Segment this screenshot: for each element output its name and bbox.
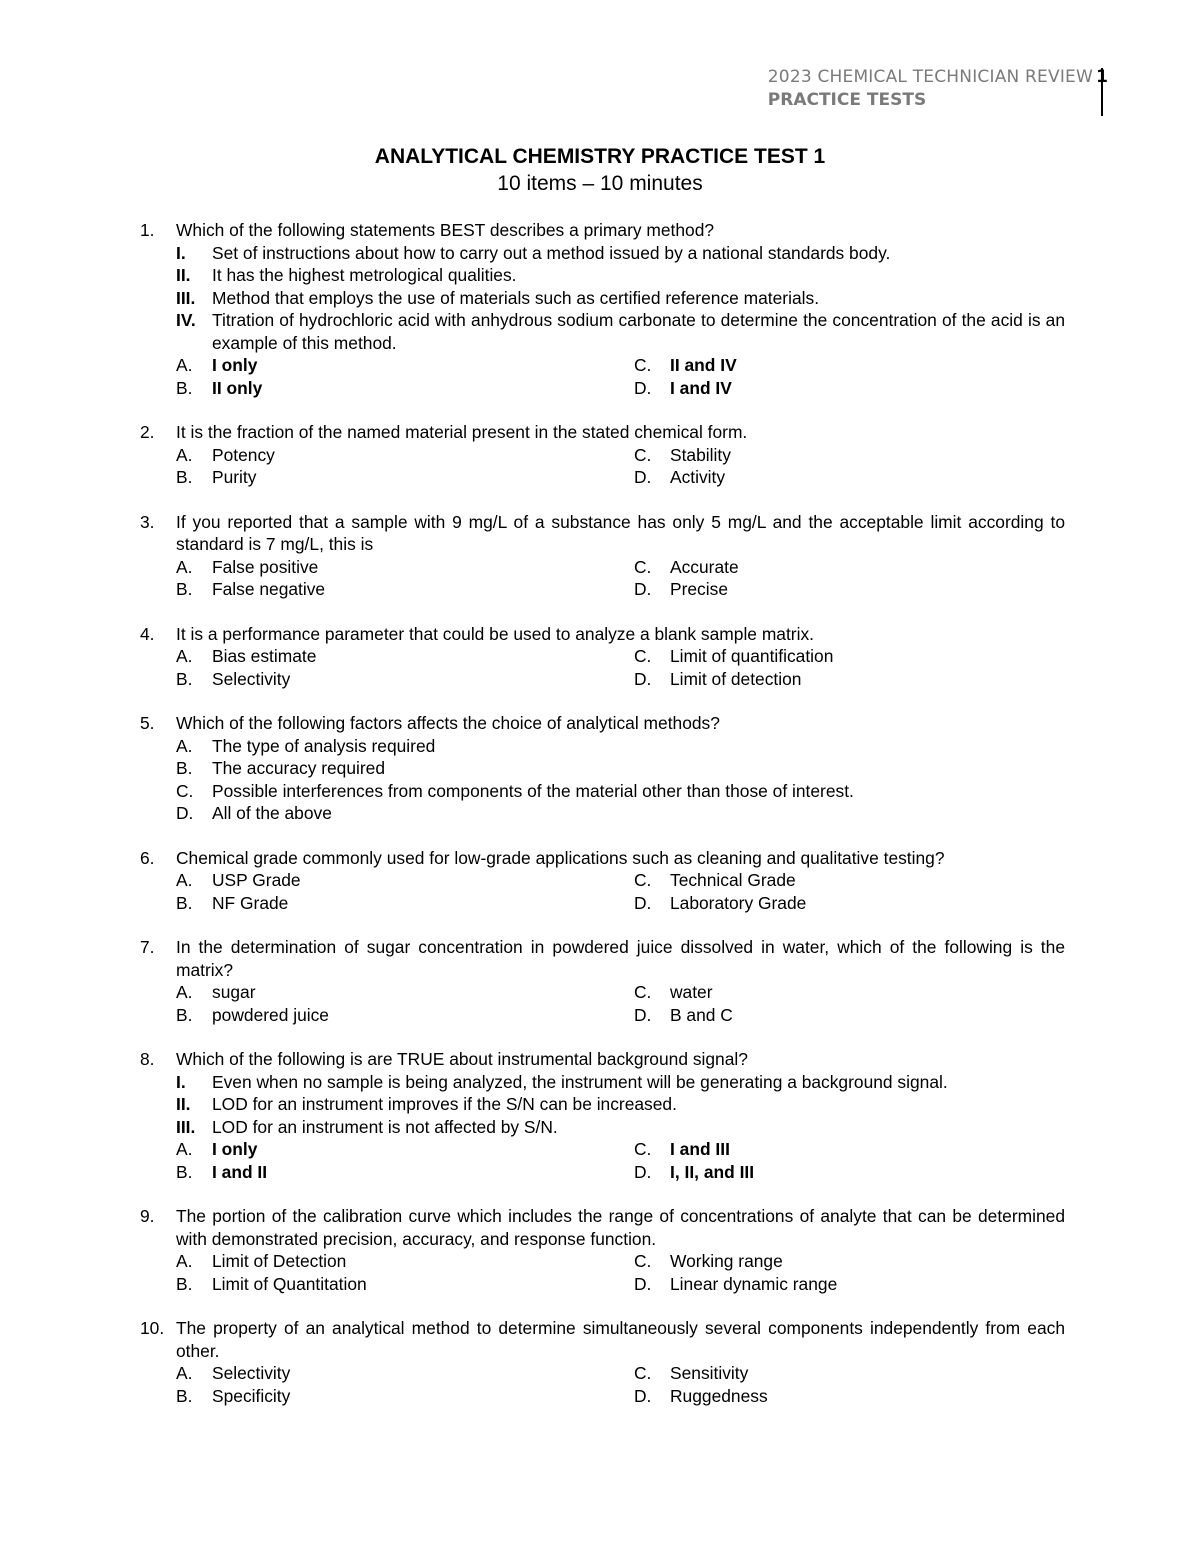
option-text: Selectivity [212,668,291,689]
question-stem: Chemical grade commonly used for low-grade applications such as cleaning and qualitative testing? [176,847,945,868]
option-d [634,892,1065,915]
option-letter: A. [176,982,193,1002]
option-list [176,735,1065,825]
option-a [176,869,634,892]
indent-spacer [140,264,176,287]
question-stem: Which of the following factors affects the choice of analytical methods? [176,713,720,733]
option-a [176,354,634,377]
option-grid [176,1362,1065,1407]
option-letter: A. [176,355,193,375]
option-text: water [670,982,713,1002]
option-letter: C. [634,646,652,666]
option-c [634,1250,1065,1273]
statement-text: LOD for an instrument improves if the S/N can be increased. [212,1094,677,1114]
option-letter: A. [176,1251,193,1271]
question-item [140,511,1065,601]
question-list [140,219,1065,1429]
option-grid [176,869,1065,914]
indent-spacer [140,287,176,310]
option-text: Limit of detection [670,668,802,689]
option-text: All of the above [212,803,332,823]
header-subtitle: PRACTICE TESTS [767,90,927,110]
option-letter: C. [634,1139,652,1159]
indent-spacer [140,242,176,265]
option-text: I only [212,355,258,375]
option-a [176,444,634,467]
option-grid [176,444,1065,489]
option-text: Stability [670,444,731,465]
option-text: powdered juice [212,1004,329,1025]
option-letter: A. [176,646,193,666]
option-text: Limit of Detection [212,1251,347,1271]
option-letter: C. [634,982,652,1002]
option-text: False negative [212,579,326,599]
option-letter: A. [176,556,193,577]
option-letter: B. [176,758,193,778]
option-letter: A. [176,870,193,890]
question-item [140,623,1065,691]
statement-numeral: II. [176,1094,191,1114]
option-grid [176,1250,1065,1295]
option-text: USP Grade [212,870,301,890]
statement-item [140,1071,1065,1094]
question-stem: Which of the following statements BEST describes a primary method? [176,220,715,240]
option-letter: A. [176,444,193,465]
question-line [140,936,1065,981]
option-text: Activity [670,467,726,487]
question-item [140,421,1065,489]
option-c [634,1138,1065,1161]
option-text: Limit of quantification [670,646,834,666]
option-b [176,1385,634,1408]
question-line [140,511,1065,556]
question-number: 5. [140,713,155,733]
indent-spacer [140,309,176,354]
header-title: 2023 CHEMICAL TECHNICIAN REVIEW [767,67,1093,87]
option-a [176,1138,634,1161]
option-letter: B. [176,467,193,487]
statement-item [140,1093,1065,1116]
option-d [634,1273,1065,1296]
option-c [634,556,1065,579]
option-letter: D. [634,377,652,398]
option-letter: C. [634,556,652,577]
question-item [140,1205,1065,1295]
page-title: ANALYTICAL CHEMISTRY PRACTICE TEST 1 [374,145,826,168]
statement-text: Titration of hydrochloric acid with anhydrous sodium carbonate to determine the concentration of the acid is an example of this method. [212,310,1065,353]
option-c [634,444,1065,467]
option-a [176,645,634,668]
option-a [176,735,1065,758]
question-number: 3. [140,511,155,532]
question-line [140,847,1065,870]
option-letter: B. [176,579,193,599]
option-b [176,892,634,915]
option-letter: D. [634,1161,652,1182]
indent-spacer [140,1116,176,1139]
option-letter: D. [634,467,652,487]
option-text: Accurate [670,556,739,577]
option-c [634,354,1065,377]
option-b [176,1273,634,1296]
question-number: 4. [140,623,155,644]
option-letter: A. [176,1363,193,1383]
option-text: Limit of Quantitation [212,1273,367,1294]
indent-spacer [140,1071,176,1094]
option-grid [176,645,1065,690]
question-number: 7. [140,937,155,957]
option-a [176,556,634,579]
option-text: B and C [670,1004,733,1025]
question-line [140,1317,1065,1362]
question-stem: In the determination of sugar concentration in powdered juice dissolved in water, which of the following is the matrix? [176,937,1065,980]
question-line [140,623,1065,646]
question-stem: If you reported that a sample with 9 mg/L of a substance has only 5 mg/L and the acceptable limit according to standard is 7 mg/L, this is [176,511,1065,554]
title-block [0,143,1200,197]
option-text: Potency [212,444,275,465]
question-stem: It is a performance parameter that could be used to analyze a blank sample matrix. [176,623,814,644]
option-text: I, II, and III [670,1161,755,1182]
option-text: Purity [212,467,257,487]
statement-text: Set of instructions about how to carry out a method issued by a national standards body. [212,242,891,263]
option-text: I and IV [670,377,732,398]
statement-text: Even when no sample is being analyzed, the instrument will be generating a background signal. [212,1071,948,1092]
option-letter: D. [176,803,194,823]
statement-numeral: IV. [176,310,196,330]
question-stem: Which of the following is are TRUE about instrumental background signal? [176,1049,748,1069]
option-a [176,1250,634,1273]
question-item [140,1317,1065,1407]
option-b [176,757,1065,780]
option-a [176,981,634,1004]
option-text: False positive [212,556,319,577]
option-text: The type of analysis required [212,735,436,756]
question-number: 10. [140,1318,165,1338]
option-letter: C. [176,780,194,801]
page-number: 1 [1096,67,1108,87]
option-text: II and IV [670,355,737,375]
statement-text: LOD for an instrument is not affected by S/N. [212,1116,558,1137]
option-letter: C. [634,1251,652,1271]
statement-item [140,309,1065,354]
option-a [176,1362,634,1385]
statement-text: Method that employs the use of materials such as certified reference materials. [212,287,820,308]
option-text: Linear dynamic range [670,1273,838,1294]
option-text: Technical Grade [670,870,796,890]
option-d [634,668,1065,691]
question-stem: It is the fraction of the named material present in the stated chemical form. [176,422,748,442]
option-b [176,466,634,489]
option-letter: D. [634,579,652,599]
statement-item [140,242,1065,265]
question-number: 6. [140,847,155,868]
option-letter: B. [176,377,193,398]
option-letter: B. [176,892,193,913]
option-text: NF Grade [212,892,289,913]
option-text: Sensitivity [670,1363,749,1383]
statement-numeral: III. [176,287,196,308]
option-text: Selectivity [212,1363,291,1383]
option-d [634,1161,1065,1184]
question-line [140,712,1065,735]
option-c [634,869,1065,892]
option-c [634,981,1065,1004]
option-letter: B. [176,1004,193,1025]
option-letter: D. [634,892,652,913]
option-b [176,668,634,691]
option-b [176,1161,634,1184]
option-letter: C. [634,355,652,375]
option-b [176,1004,634,1027]
option-c [176,780,1065,803]
option-text: Precise [670,579,728,599]
option-text: Laboratory Grade [670,892,807,913]
option-text: The accuracy required [212,758,386,778]
statement-numeral: I. [176,242,186,263]
option-c [634,1362,1065,1385]
option-d [634,1385,1065,1408]
option-grid [176,354,1065,399]
option-text: Bias estimate [212,646,317,666]
question-line [140,1205,1065,1250]
option-letter: B. [176,1161,193,1182]
question-stem: The property of an analytical method to determine simultaneously several components independently from each other. [176,1318,1065,1361]
option-text: Ruggedness [670,1385,768,1406]
question-number: 9. [140,1206,155,1226]
option-letter: D. [634,1273,652,1294]
option-c [634,645,1065,668]
question-line [140,219,1065,242]
option-letter: D. [634,1004,652,1025]
option-letter: B. [176,1273,193,1294]
option-d [634,578,1065,601]
option-text: Possible interferences from components of the material other than those of interest. [212,780,854,801]
option-letter: A. [176,735,193,756]
statement-text: It has the highest metrological qualities. [212,265,517,285]
option-text: I only [212,1139,258,1159]
question-item [140,936,1065,1026]
question-item [140,847,1065,915]
question-number: 1. [140,220,155,240]
indent-spacer [140,1093,176,1116]
option-b [176,578,634,601]
statement-item [140,264,1065,287]
option-letter: C. [634,444,652,465]
option-text: II only [212,377,263,398]
statement-item [140,1116,1065,1139]
option-d [634,377,1065,400]
option-letter: B. [176,1385,193,1406]
question-stem: The portion of the calibration curve which includes the range of concentrations of analyte that can be determined with demonstrated precision, accuracy, and response function. [176,1206,1065,1249]
question-item [140,712,1065,825]
option-grid [176,1138,1065,1183]
running-header [768,66,1093,112]
option-letter: C. [634,1363,652,1383]
option-d [176,802,1065,825]
page-subtitle: 10 items – 10 minutes [497,172,703,195]
option-text: I and III [670,1139,730,1159]
option-grid [176,556,1065,601]
question-line [140,1048,1065,1071]
question-item [140,219,1065,399]
statement-numeral: II. [176,265,191,285]
option-grid [176,981,1065,1026]
question-line [140,421,1065,444]
question-number: 2. [140,422,155,442]
option-text: I and II [212,1161,268,1182]
option-d [634,466,1065,489]
option-text: Specificity [212,1385,291,1406]
question-item [140,1048,1065,1183]
question-number: 8. [140,1049,155,1069]
option-letter: A. [176,1139,193,1159]
statement-numeral: I. [176,1071,186,1092]
option-letter: D. [634,1385,652,1406]
option-d [634,1004,1065,1027]
option-letter: C. [634,870,652,890]
option-text: sugar [212,982,256,1002]
option-b [176,377,634,400]
option-letter: B. [176,668,193,689]
option-text: Working range [670,1251,783,1271]
statement-numeral: III. [176,1116,196,1137]
option-letter: D. [634,668,652,689]
statement-item [140,287,1065,310]
